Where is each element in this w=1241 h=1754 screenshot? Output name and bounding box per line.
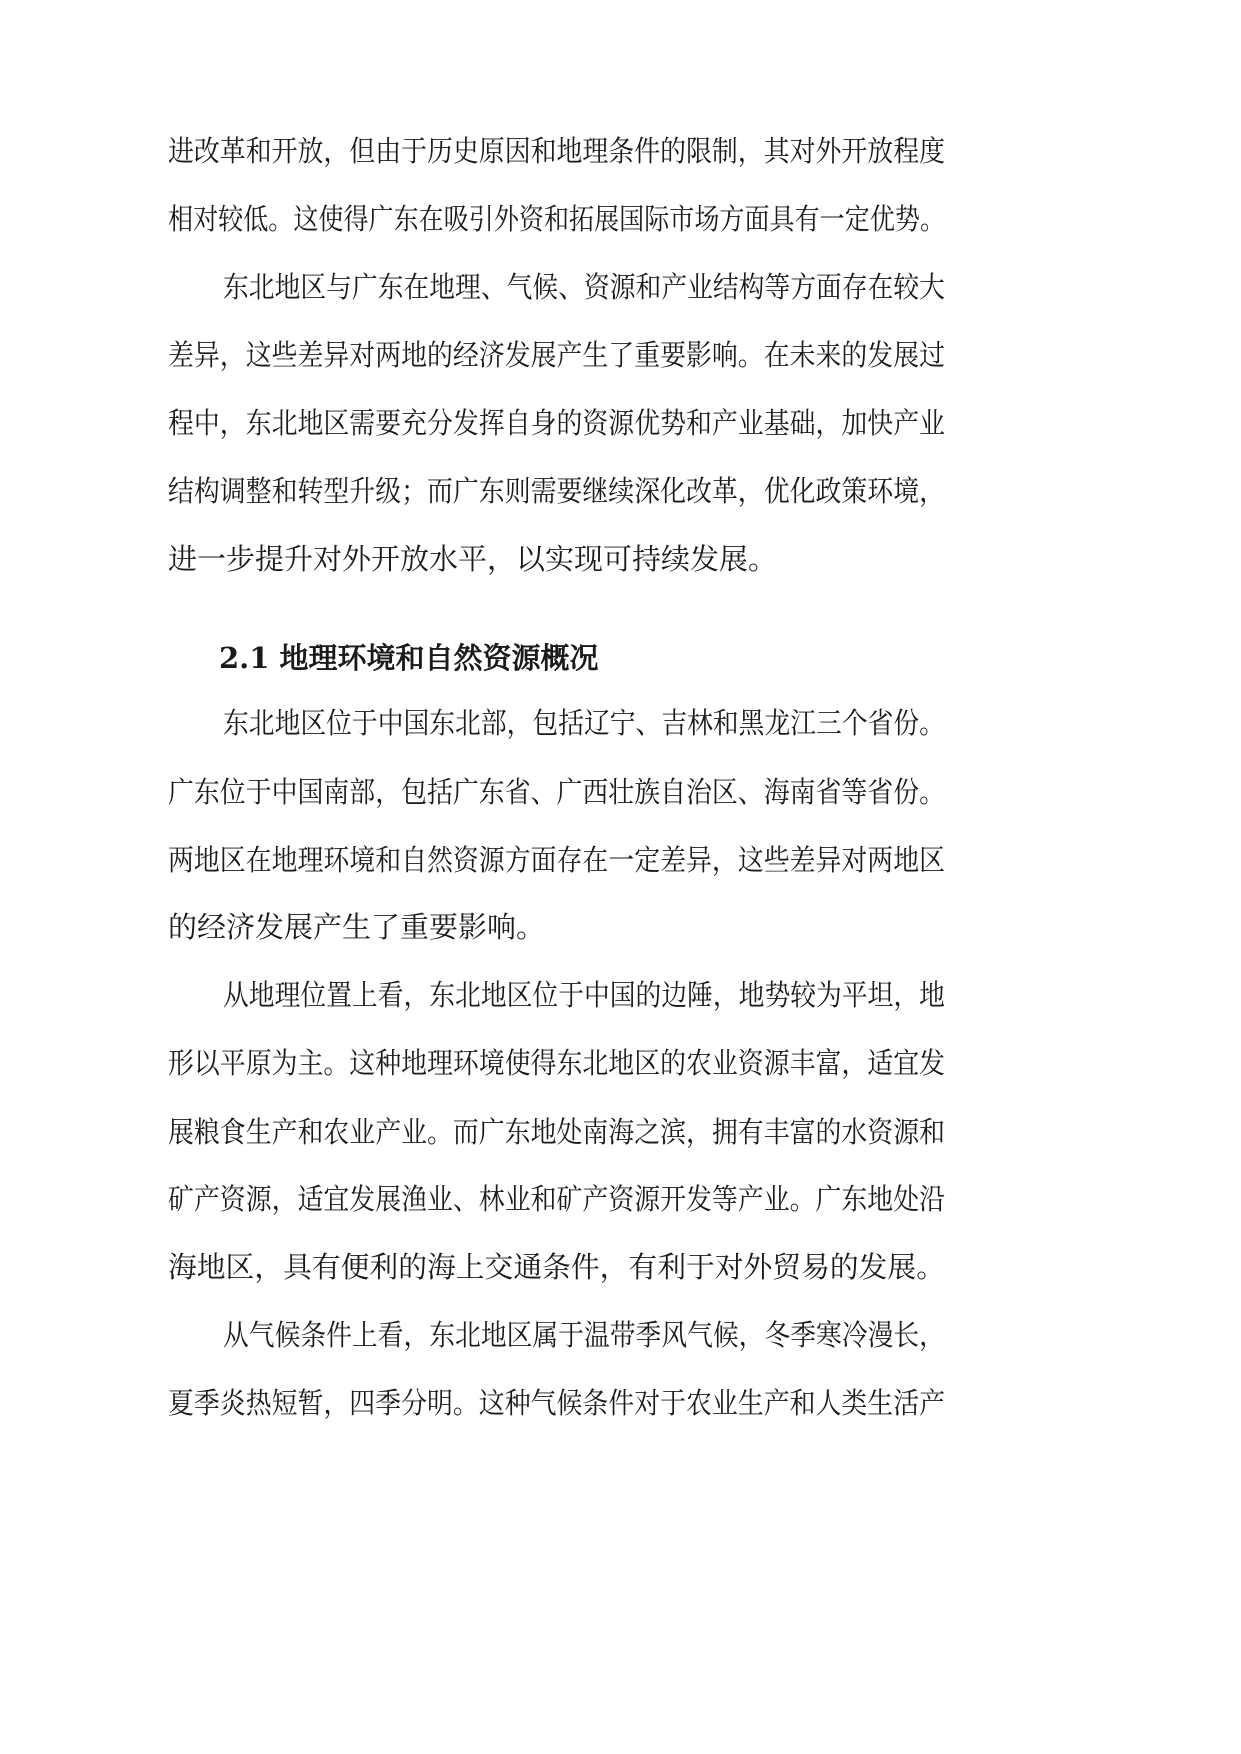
paragraph-line [0, 975, 1241, 1015]
paragraph-line [0, 1247, 1241, 1287]
paragraph-line [0, 772, 1241, 812]
section-heading: 2.1 地理环境和自然资源概况 [219, 641, 599, 675]
paragraph-3-line-1: 东北地区位于中国东北部，包括辽宁、吉林和黑龙江三个省份。 [223, 706, 945, 740]
paragraph-line [0, 1315, 1241, 1355]
paragraph-5-line-2: 夏季炎热短暂，四季分明。这种气候条件对于农业生产和人类生活产 [168, 1386, 946, 1420]
paragraph-line [0, 335, 1241, 375]
paragraph-3-line-3: 两地区在地理环境和自然资源方面存在一定差异，这些差异对两地区 [168, 843, 946, 877]
paragraph-4-line-4: 矿产资源，适宜发展渔业、林业和矿产资源开发等产业。广东地处沿 [168, 1182, 946, 1216]
paragraph-4-line-1: 从地理位置上看，东北地区位于中国的边陲，地势较为平坦，地 [223, 978, 945, 1012]
paragraph-line [0, 840, 1241, 880]
paragraph-2-line-3: 程中，东北地区需要充分发挥自身的资源优势和产业基础，加快产业 [168, 406, 946, 440]
paragraph-5-line-1: 从气候条件上看，东北地区属于温带季风气候，冬季寒冷漫长， [223, 1318, 945, 1352]
section-heading-line [0, 638, 1241, 678]
paragraph-line [0, 703, 1241, 743]
paragraph-2-line-2: 差异，这些差异对两地的经济发展产生了重要影响。在未来的发展过 [168, 338, 946, 372]
paragraph-2-line-5: 进一步提升对外开放水平，以实现可持续发展。 [168, 542, 778, 576]
paragraph-2-line-4: 结构调整和转型升级；而广东则需要继续深化改革，优化政策环境， [168, 474, 946, 508]
paragraph-line [0, 907, 1241, 947]
paragraph-4-line-3: 展粮食生产和农业产业。而广东地处南海之滨，拥有丰富的水资源和 [168, 1115, 946, 1149]
paragraph-1-line-2: 相对较低。这使得广东在吸引外资和拓展国际市场方面具有一定优势。 [168, 202, 946, 236]
paragraph-line [0, 199, 1241, 239]
paragraph-line [0, 1043, 1241, 1083]
paragraph-line [0, 539, 1241, 579]
paragraph-3-line-2: 广东位于中国南部，包括广东省、广西壮族自治区、海南省等省份。 [168, 775, 946, 809]
paragraph-line [0, 1383, 1241, 1423]
paragraph-4-line-5: 海地区，具有便利的海上交通条件，有利于对外贸易的发展。 [168, 1250, 945, 1284]
paragraph-line [0, 1112, 1241, 1152]
paragraph-2-line-1: 东北地区与广东在地理、气候、资源和产业结构等方面存在较大 [223, 270, 945, 304]
paragraph-line [0, 1179, 1241, 1219]
paragraph-4-line-2: 形以平原为主。这种地理环境使得东北地区的农业资源丰富，适宜发 [168, 1046, 946, 1080]
paragraph-line [0, 471, 1241, 511]
paragraph-line [0, 267, 1241, 307]
paragraph-1-line-1: 进改革和开放，但由于历史原因和地理条件的限制，其对外开放程度 [168, 134, 946, 168]
paragraph-line [0, 403, 1241, 443]
paragraph-3-line-4: 的经济发展产生了重要影响。 [168, 910, 546, 944]
paragraph-line [0, 131, 1241, 171]
